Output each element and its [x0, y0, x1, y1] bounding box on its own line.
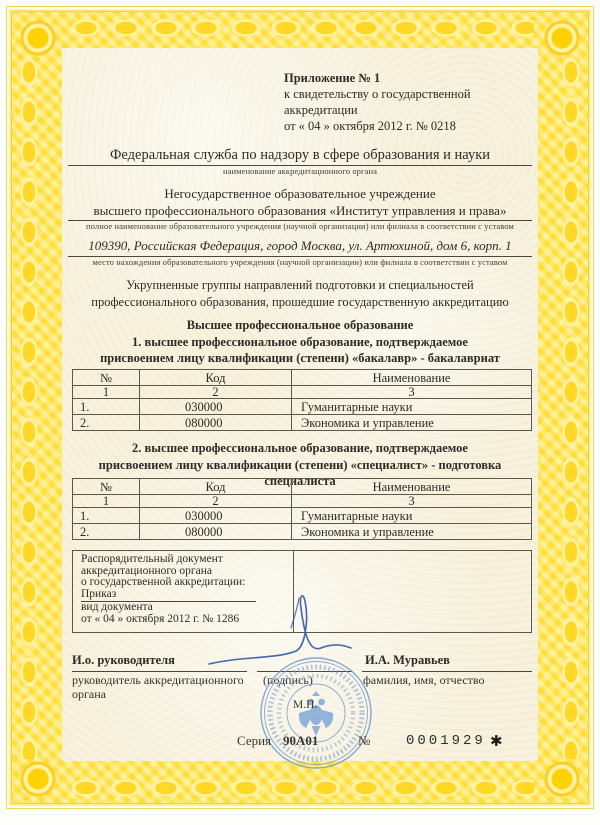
col-header: Наименование	[292, 370, 532, 386]
signer-position: И.о. руководителя	[72, 653, 175, 667]
border-rosette	[536, 753, 588, 805]
order-caption: вид документа	[81, 601, 153, 614]
caption-line: руководитель аккредитационного	[72, 673, 244, 687]
institution-line: Негосударственное образовательное учреждение	[164, 186, 436, 201]
section-line: присвоением лицу квалификации (степени) «специалист» - подготовка специалиста	[98, 457, 502, 488]
address-caption: место нахождения образовательного учреждения (научной организации) или филиала в соответствии с уставом	[92, 257, 508, 267]
accredited-groups-table-2	[72, 478, 532, 540]
seal-place-label: М.П.	[293, 699, 318, 711]
group-code: 080000	[140, 524, 292, 540]
intro-paragraph	[68, 277, 532, 311]
group-code: 030000	[140, 508, 292, 524]
section-line: присвоением лицу квалификации (степени) «бакалавр» - бакалавриат	[100, 351, 500, 365]
number-label: №	[358, 733, 371, 748]
signer-name-caption: фамилия, имя, отчество	[363, 673, 485, 687]
group-code: 080000	[140, 415, 292, 431]
column-number-row	[73, 495, 532, 508]
authority-name: Федеральная служба по надзору в сфере образования и науки	[68, 147, 532, 166]
handwritten-signature	[195, 588, 370, 688]
annex-line: аккредитации	[284, 103, 358, 117]
border-ornament-left	[16, 52, 42, 759]
row-index: 2.	[73, 524, 140, 540]
table-header-row	[73, 479, 532, 495]
col-number: 1	[73, 495, 140, 508]
section1-heading	[68, 317, 532, 367]
double-headed-eagle-emblem	[299, 691, 333, 736]
border-rosette	[536, 12, 588, 64]
order-doc-type: Приказ	[81, 589, 256, 603]
group-name: Гуманитарные науки	[292, 399, 532, 415]
border-rosette	[12, 753, 64, 805]
col-number: 2	[140, 386, 292, 399]
authority-block	[68, 147, 532, 176]
col-header: Наименование	[292, 479, 532, 495]
annex-date-number: от « 04 » октября 2012 г. № 0218	[284, 119, 456, 133]
col-number: 1	[73, 386, 140, 399]
border-ornament-right	[558, 52, 584, 759]
address-block	[68, 238, 532, 267]
table-row	[73, 399, 532, 415]
group-name: Гуманитарные науки	[292, 508, 532, 524]
col-header: №	[73, 370, 140, 386]
serial-number: 0001929	[406, 733, 486, 749]
col-header: Код	[140, 370, 292, 386]
table-row	[73, 508, 532, 524]
signature-rule-right	[362, 671, 532, 672]
border-rosette	[12, 12, 64, 64]
caption-line: органа	[72, 686, 106, 701]
annex-line: к свидетельству о государственной	[284, 87, 471, 101]
section-line: 1. высшее профессиональное образование, подтверждаемое	[132, 334, 468, 349]
series-value: 90А01	[283, 733, 319, 748]
group-name: Экономика и управление	[292, 415, 532, 431]
signer-name: И.А. Муравьев	[365, 653, 450, 667]
order-line: Распорядительный документ	[81, 553, 223, 565]
col-number: 3	[292, 386, 532, 399]
order-line: о государственной аккредитации:	[81, 576, 246, 589]
signature-caption: (подпись)	[263, 673, 313, 687]
authority-caption: наименование аккредитационного органа	[222, 166, 378, 176]
series-label: Серия	[237, 733, 272, 748]
institution-address: 109390, Российская Федерация, город Москва, ул. Артюхиной, дом 6, корп. 1	[68, 238, 532, 257]
col-header: Код	[140, 479, 292, 495]
group-code: 030000	[140, 399, 292, 415]
asterisk-mark: ✱	[490, 734, 503, 750]
col-number: 2	[140, 495, 292, 508]
border-ornament-bottom	[66, 775, 534, 801]
order-line: аккредитационного органа	[81, 564, 213, 577]
table-row	[73, 524, 532, 540]
institution-caption: полное наименование образовательного учреждения (научной организации) или филиала в соответствии с уставом	[86, 221, 514, 231]
intro-line: профессионального образования, прошедшие государственную аккредитацию	[91, 295, 509, 309]
section-line: Высшее профессиональное образование	[186, 318, 414, 332]
annex-header	[284, 70, 519, 134]
col-header: №	[73, 479, 140, 495]
row-index: 1.	[73, 399, 140, 415]
row-index: 1.	[73, 508, 140, 524]
column-number-row	[73, 386, 532, 399]
institution-line: высшего профессионального образования «Институт управления и права»	[93, 202, 507, 218]
row-index: 2.	[73, 415, 140, 431]
col-number: 3	[292, 495, 532, 508]
border-ornament-top	[66, 15, 534, 41]
institution-block	[68, 186, 532, 231]
group-name: Экономика и управление	[292, 524, 532, 540]
intro-line: Укрупненные группы направлений подготовки и специальностей	[126, 278, 474, 292]
order-date-number: от « 04 » октября 2012 г. № 1286	[81, 612, 240, 625]
accredited-groups-table-1	[72, 369, 532, 431]
table-header-row	[73, 370, 532, 386]
annex-title: Приложение № 1	[284, 71, 381, 85]
section-line: 2. высшее профессиональное образование, подтверждаемое	[132, 441, 468, 455]
table-row	[73, 415, 532, 431]
institution-name	[68, 186, 532, 221]
